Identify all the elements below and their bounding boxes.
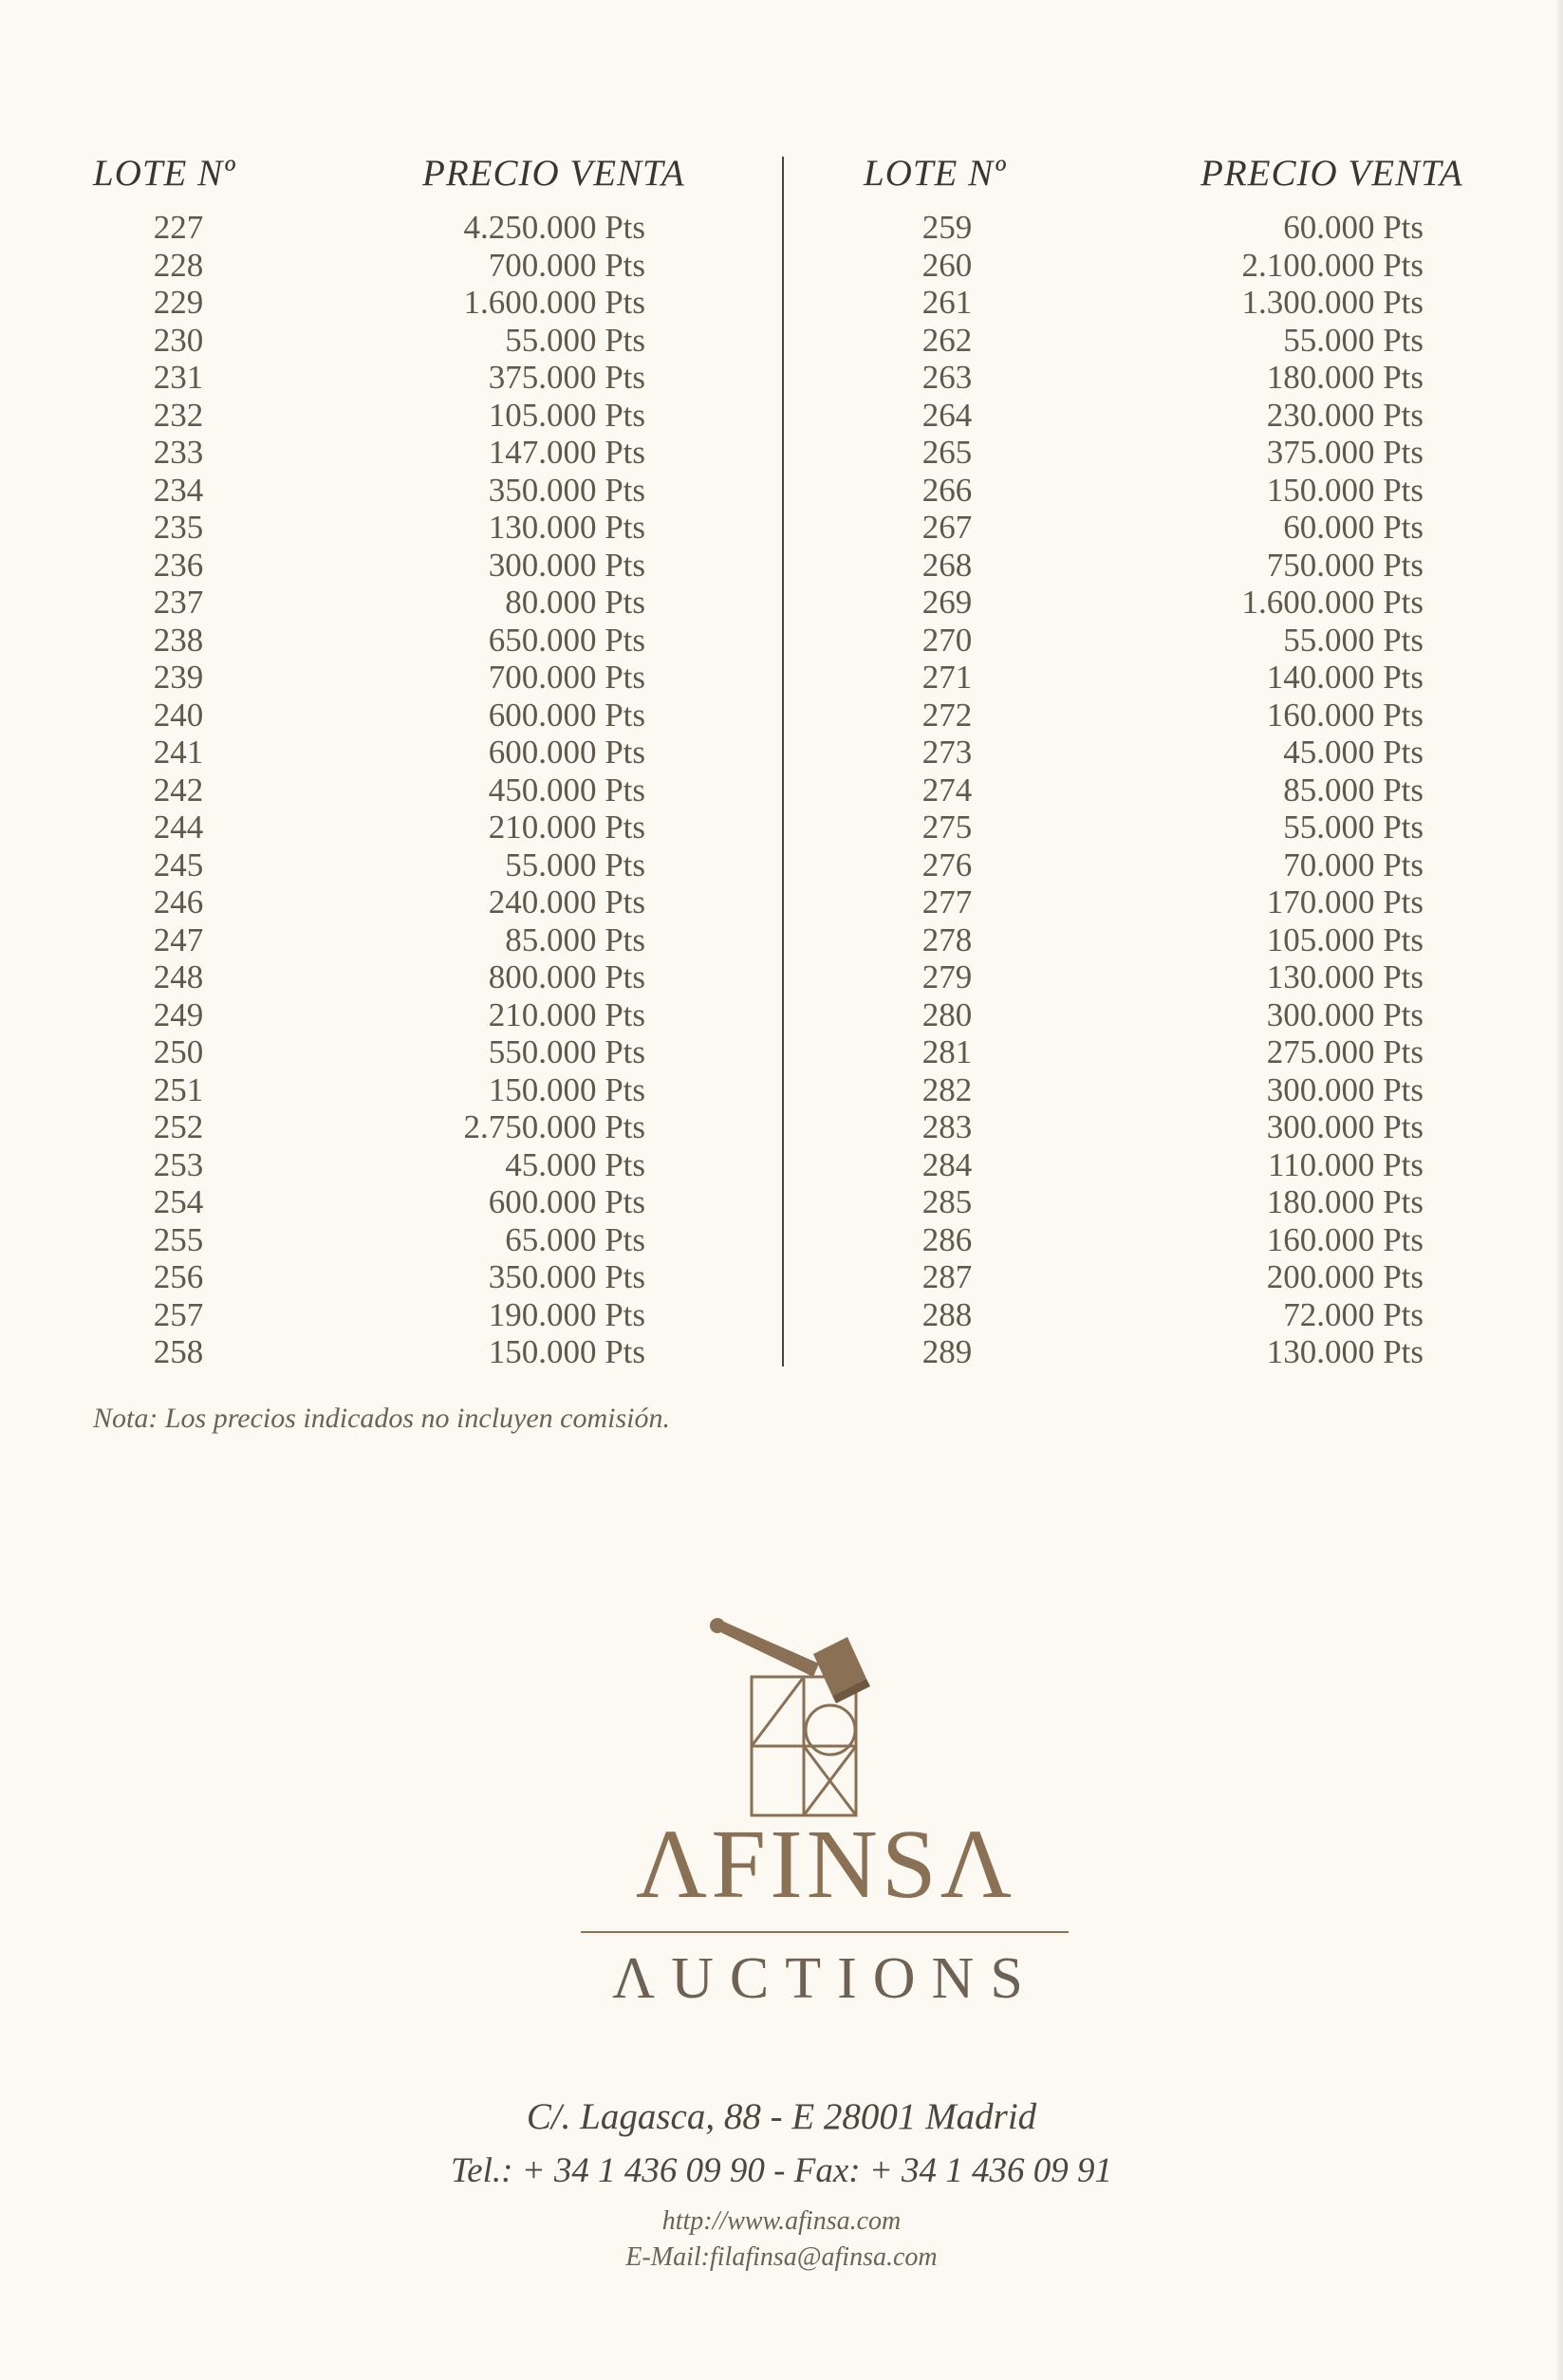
lot-number: 259 [921,209,973,246]
sale-price: 147.000 Pts [488,434,645,471]
sale-price: 150.000 Pts [1266,471,1423,509]
lot-number: 278 [921,920,973,958]
lot-number: 260 [921,246,973,284]
brand-subtitle: ΛUCTIONS [612,1946,1039,2011]
lot-number: 273 [921,734,973,771]
lot-number: 268 [921,546,973,584]
lot-number: 237 [153,584,204,621]
sale-price: 600.000 Pts [488,696,645,734]
lot-number: 246 [153,883,204,920]
sale-price: 55.000 Pts [1283,809,1423,846]
lot-number: 240 [153,696,204,734]
lot-number: 229 [153,284,204,321]
sale-price: 150.000 Pts [488,1070,645,1108]
lot-number: 276 [921,846,973,883]
address-text: C/. Lagasca, 88 - E 28001 Madrid [526,2096,1037,2137]
lot-number: 252 [153,1108,204,1145]
sale-price: 350.000 Pts [488,1258,645,1295]
sale-price: 72.000 Pts [1283,1295,1423,1333]
lot-number: 241 [153,734,204,771]
lot-number: 264 [921,396,973,434]
lot-number: 277 [921,883,973,920]
sale-price: 60.000 Pts [1283,509,1423,546]
sale-price: 110.000 Pts [1267,1145,1423,1183]
column-divider [782,157,784,1367]
sale-price: 170.000 Pts [1266,883,1423,920]
lot-number: 262 [921,321,973,359]
sale-price: 160.000 Pts [1266,1220,1423,1258]
lot-number: 289 [921,1333,973,1370]
lot-number: 245 [153,846,204,883]
lot-number: 255 [153,1220,204,1258]
lot-number: 232 [153,396,204,434]
sale-price: 350.000 Pts [488,471,645,509]
lot-number: 248 [153,958,204,995]
sale-price: 750.000 Pts [1266,546,1423,584]
sale-price: 230.000 Pts [1266,396,1423,434]
lot-number: 267 [921,509,973,546]
sale-price: 1.600.000 Pts [1241,584,1423,621]
lot-number: 250 [153,1033,204,1070]
sale-price: 180.000 Pts [1266,1183,1423,1220]
right-price-list [1177,209,1423,1371]
sale-price: 450.000 Pts [488,771,645,809]
sale-price: 160.000 Pts [1266,696,1423,734]
sale-price: 2.750.000 Pts [463,1108,645,1145]
sale-price: 55.000 Pts [1283,321,1423,359]
sale-price: 600.000 Pts [488,1183,645,1220]
sale-price: 130.000 Pts [488,509,645,546]
sale-price: 210.000 Pts [488,995,645,1033]
lot-number: 285 [921,1183,973,1220]
lot-number: 269 [921,584,973,621]
sale-price: 300.000 Pts [1266,1108,1423,1145]
note-text: Nota: Los precios indicados no incluyen comisión. [93,1403,670,1434]
lot-number: 270 [921,621,973,659]
lot-number: 242 [153,771,204,809]
sale-price: 45.000 Pts [505,1145,645,1183]
page-edge [1557,0,1563,2380]
lot-number: 272 [921,696,973,734]
brand-rule [581,1931,1069,1933]
sale-price: 210.000 Pts [488,809,645,846]
sale-price: 55.000 Pts [505,321,645,359]
sale-price: 275.000 Pts [1266,1033,1423,1070]
sale-price: 85.000 Pts [505,920,645,958]
lot-number: 279 [921,958,973,995]
lot-number: 258 [153,1333,204,1370]
lot-number: 239 [153,659,204,696]
sale-price: 45.000 Pts [1283,734,1423,771]
sale-price: 55.000 Pts [505,846,645,883]
brand-name: ΛFINSΛ [635,1810,1016,1919]
sale-price: 130.000 Pts [1266,958,1423,995]
lot-number: 227 [153,209,204,246]
lot-number: 236 [153,546,204,584]
lot-number: 281 [921,1033,973,1070]
sale-price: 140.000 Pts [1266,659,1423,696]
lot-number: 249 [153,995,204,1033]
lot-number: 283 [921,1108,973,1145]
sale-price: 300.000 Pts [488,546,645,584]
lot-number: 238 [153,621,204,659]
sale-price: 70.000 Pts [1283,846,1423,883]
sale-price: 80.000 Pts [505,584,645,621]
phone-fax-text: Tel.: + 34 1 436 09 90 - Fax: + 34 1 436 09 91 [450,2151,1113,2190]
lot-number: 247 [153,920,204,958]
right-price-header: PRECIO VENTA [1200,153,1463,194]
lot-number: 254 [153,1183,204,1220]
lot-number: 231 [153,359,204,396]
lot-number: 230 [153,321,204,359]
sale-price: 300.000 Pts [1266,995,1423,1033]
sale-price: 300.000 Pts [1266,1070,1423,1108]
left-price-list [399,209,645,1371]
sale-price: 700.000 Pts [488,246,645,284]
sale-price: 2.100.000 Pts [1241,246,1423,284]
sale-price: 105.000 Pts [488,396,645,434]
lot-number: 280 [921,995,973,1033]
lot-number: 228 [153,246,204,284]
lot-number: 287 [921,1258,973,1295]
sale-price: 200.000 Pts [1266,1258,1423,1295]
lot-number: 288 [921,1295,973,1333]
lot-number: 266 [921,471,973,509]
sale-price: 1.600.000 Pts [463,284,645,321]
sale-price: 65.000 Pts [505,1220,645,1258]
lot-number: 284 [921,1145,973,1183]
sale-price: 190.000 Pts [488,1295,645,1333]
lot-number: 286 [921,1220,973,1258]
lot-number: 275 [921,809,973,846]
sale-price: 240.000 Pts [488,883,645,920]
lot-number: 235 [153,509,204,546]
left-lot-list [136,209,221,1371]
lot-number: 256 [153,1258,204,1295]
sale-price: 550.000 Pts [488,1033,645,1070]
left-price-header: PRECIO VENTA [422,153,685,194]
lot-number: 244 [153,809,204,846]
lot-number: 265 [921,434,973,471]
sale-price: 85.000 Pts [1283,771,1423,809]
sale-price: 700.000 Pts [488,659,645,696]
email-link[interactable]: E-Mail:filafinsa@afinsa.com [625,2242,938,2272]
sale-price: 375.000 Pts [1266,434,1423,471]
lot-number: 257 [153,1295,204,1333]
website-link[interactable]: http://www.afinsa.com [661,2206,902,2236]
gavel-logo-icon [707,1608,906,1817]
lot-number: 263 [921,359,973,396]
sale-price: 800.000 Pts [488,958,645,995]
sale-price: 130.000 Pts [1266,1333,1423,1370]
lot-number: 282 [921,1070,973,1108]
lot-number: 251 [153,1070,204,1108]
lot-number: 271 [921,659,973,696]
right-lot-list [904,209,990,1371]
lot-number: 253 [153,1145,204,1183]
sale-price: 55.000 Pts [1283,621,1423,659]
sale-price: 1.300.000 Pts [1241,284,1423,321]
sale-price: 650.000 Pts [488,621,645,659]
sale-price: 4.250.000 Pts [463,209,645,246]
sale-price: 150.000 Pts [488,1333,645,1370]
left-lot-header: LOTE Nº [93,153,236,194]
right-lot-header: LOTE Nº [864,153,1007,194]
lot-number: 261 [921,284,973,321]
sale-price: 600.000 Pts [488,734,645,771]
lot-number: 233 [153,434,204,471]
sale-price: 375.000 Pts [488,359,645,396]
sale-price: 60.000 Pts [1283,209,1423,246]
sale-price: 180.000 Pts [1266,359,1423,396]
lot-number: 274 [921,771,973,809]
lot-number: 234 [153,471,204,509]
sale-price: 105.000 Pts [1266,920,1423,958]
